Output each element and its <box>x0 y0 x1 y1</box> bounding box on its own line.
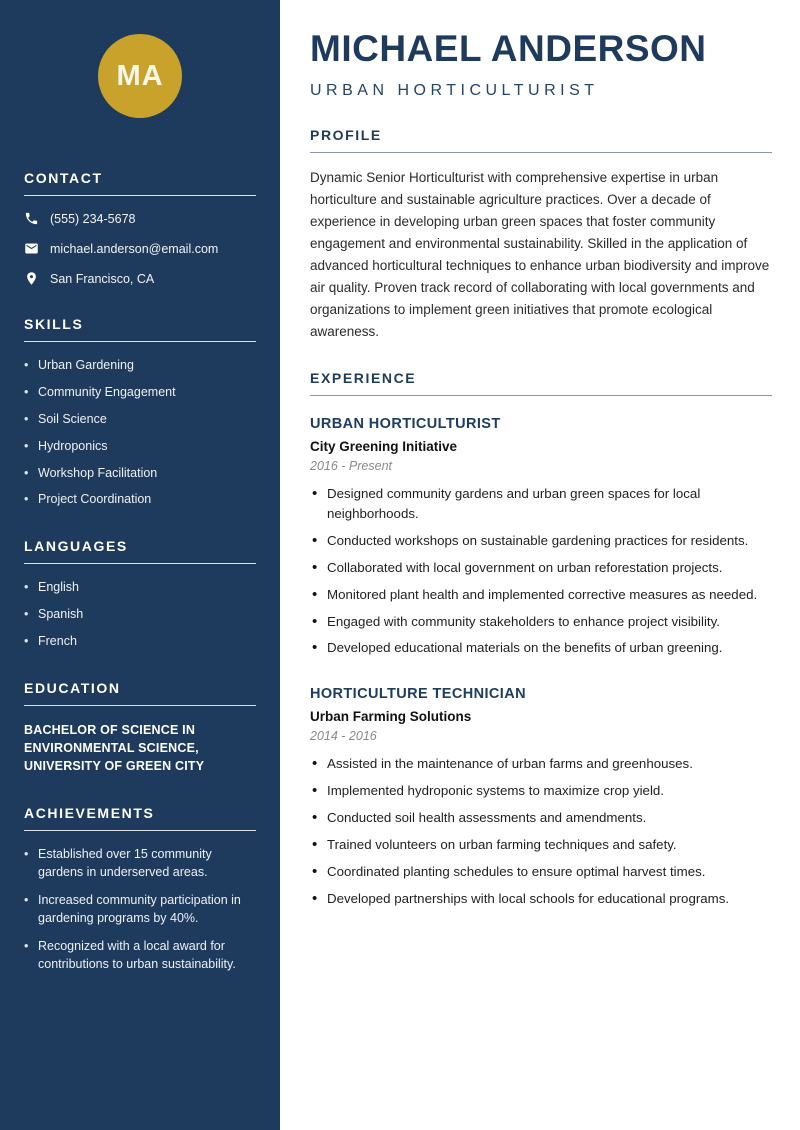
contact-title: CONTACT <box>24 170 256 196</box>
phone-icon <box>24 211 39 226</box>
job-bullet: • Conducted soil health assessments and amendments. <box>310 808 772 828</box>
contact-item-email <box>24 241 256 256</box>
achievements-section <box>24 805 256 973</box>
job-bullet-list <box>310 754 772 909</box>
languages-title: LANGUAGES <box>24 538 256 564</box>
contact-item-phone <box>24 211 256 226</box>
contact-location-text: San Francisco, CA <box>50 271 155 286</box>
person-name: MICHAEL ANDERSON <box>310 28 707 69</box>
contact-section <box>24 170 256 286</box>
job-bullet: • Collaborated with local government on urban reforestation projects. <box>310 558 772 578</box>
language-item: • Spanish <box>24 606 256 623</box>
job-bullet: • Monitored plant health and implemented corrective measures as needed. <box>310 585 772 605</box>
job-bullet-list <box>310 484 772 659</box>
skill-item: • Project Coordination <box>24 491 256 508</box>
job-role: URBAN HORTICULTURIST <box>310 415 501 432</box>
skills-list <box>24 357 256 508</box>
achievements-title: ACHIEVEMENTS <box>24 805 256 831</box>
achievement-item: • Increased community participation in gardening programs by 40%. <box>24 892 256 927</box>
main-content <box>280 0 800 1130</box>
achievement-item: • Recognized with a local award for contributions to urban sustainability. <box>24 938 256 973</box>
sidebar <box>0 0 280 1130</box>
achievements-list <box>24 846 256 973</box>
experience-section <box>310 370 772 909</box>
experience-job-1 <box>310 416 772 659</box>
education-degree: BACHELOR OF SCIENCE IN ENVIRONMENTAL SCIENCE, UNIVERSITY OF GREEN CITY <box>24 722 205 774</box>
profile-title: PROFILE <box>310 127 772 153</box>
language-item: • English <box>24 579 256 596</box>
job-company: City Greening Initiative <box>310 438 458 454</box>
profile-text: Dynamic Senior Horticulturist with comprehensive expertise in urban horticulture and sustainable agriculture practices. Over a decade of experience in developing urban green spaces that foster community engagement and environmental sustainability. Skilled in the application of advanced horticultural techniques to enhance urban biodiversity and improve air quality. Proven track record of collaborating with local governments and organizations to implement green initiatives that promote ecological awareness. <box>310 169 770 339</box>
languages-list <box>24 579 256 650</box>
job-dates: 2014 - 2016 <box>310 729 377 744</box>
profile-section <box>310 127 772 343</box>
job-bullet: • Designed community gardens and urban green spaces for local neighborhoods. <box>310 484 772 524</box>
location-icon <box>24 271 39 286</box>
education-title: EDUCATION <box>24 680 256 706</box>
experience-job-2 <box>310 686 772 909</box>
avatar <box>98 34 182 118</box>
skill-item: • Soil Science <box>24 411 256 428</box>
job-bullet: • Conducted workshops on sustainable gardening practices for residents. <box>310 531 772 551</box>
job-dates: 2016 - Present <box>310 458 392 473</box>
experience-title: EXPERIENCE <box>310 370 772 396</box>
job-bullet: • Coordinated planting schedules to ensure optimal harvest times. <box>310 862 772 882</box>
job-bullet: • Assisted in the maintenance of urban farms and greenhouses. <box>310 754 772 774</box>
job-bullet: • Developed educational materials on the benefits of urban greening. <box>310 638 772 658</box>
job-bullet: • Trained volunteers on urban farming techniques and safety. <box>310 835 772 855</box>
contact-phone-text: (555) 234-5678 <box>50 211 136 226</box>
skill-item: • Workshop Facilitation <box>24 465 256 482</box>
education-section <box>24 680 256 775</box>
person-job-title: URBAN HORTICULTURIST <box>310 81 599 99</box>
language-item: • French <box>24 633 256 650</box>
skills-section <box>24 316 256 508</box>
job-role: HORTICULTURE TECHNICIAN <box>310 686 526 703</box>
skills-title: SKILLS <box>24 316 256 342</box>
skill-item: • Hydroponics <box>24 438 256 455</box>
job-bullet: • Implemented hydroponic systems to maximize crop yield. <box>310 781 772 801</box>
contact-list <box>24 211 256 286</box>
job-bullet: • Developed partnerships with local schools for educational programs. <box>310 889 772 909</box>
email-icon <box>24 241 39 256</box>
languages-section <box>24 538 256 650</box>
avatar-initials: MA <box>116 59 164 92</box>
job-bullet: • Engaged with community stakeholders to enhance project visibility. <box>310 612 772 632</box>
contact-item-location <box>24 271 256 286</box>
achievement-item: • Established over 15 community gardens in underserved areas. <box>24 846 256 881</box>
job-company: Urban Farming Solutions <box>310 709 472 725</box>
skill-item: • Urban Gardening <box>24 357 256 374</box>
contact-email-text: michael.anderson@email.com <box>50 241 219 256</box>
skill-item: • Community Engagement <box>24 384 256 401</box>
